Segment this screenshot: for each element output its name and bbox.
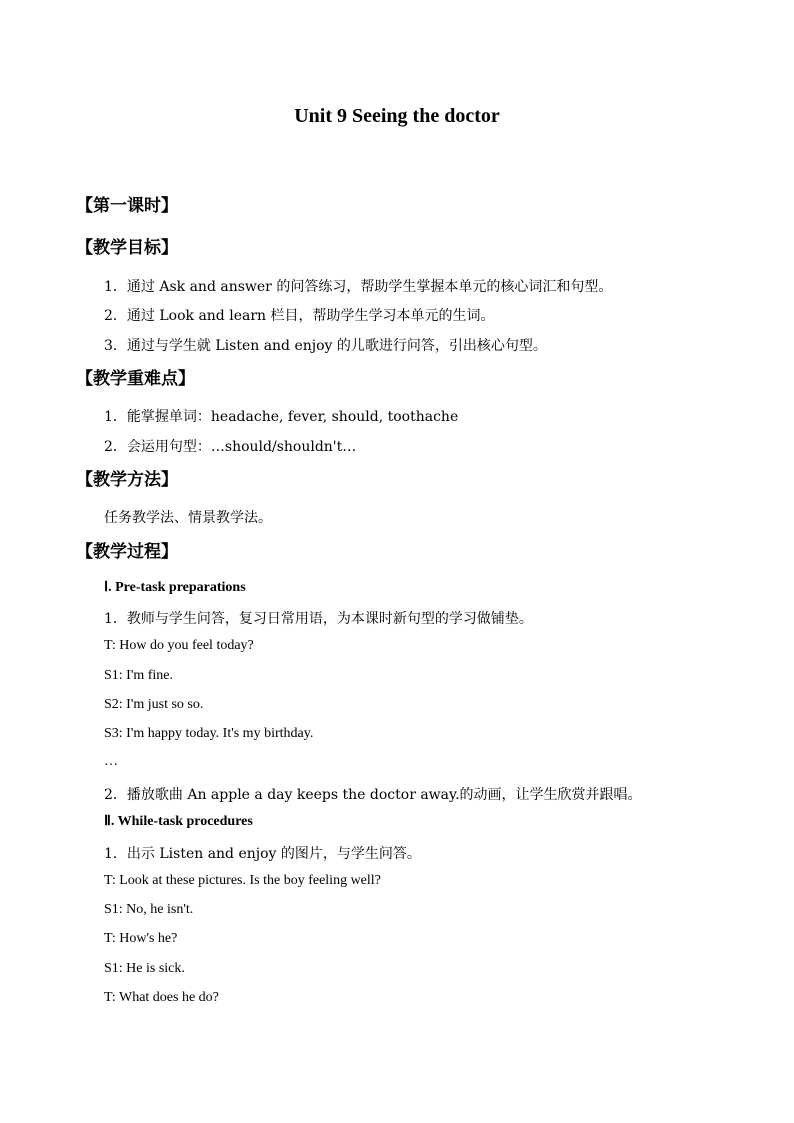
part2-title: Ⅱ. While-task procedures	[104, 814, 253, 829]
dialogue-line: S1: I'm fine.	[104, 668, 174, 683]
part1-step1: 1．教师与学生问答，复习日常用语，为本课时新句型的学习做铺垫。	[104, 611, 533, 627]
dialogue-ellipsis: …	[104, 754, 118, 769]
part2-step1: 1．出示 Listen and enjoy 的图片，与学生问答。	[104, 846, 421, 862]
objective-item-1: 1．通过 Ask and answer 的问答练习，帮助学生掌握本单元的核心词汇和句型。	[104, 279, 613, 295]
dialogue-line: S1: No, he isn't.	[104, 902, 194, 917]
methods-heading: 【教学方法】	[76, 470, 178, 490]
dialogue-line: S3: I'm happy today. It's my birthday.	[104, 726, 314, 741]
lesson-heading: 【第一课时】	[76, 196, 178, 216]
dialogue-line: S2: I'm just so so.	[104, 697, 204, 712]
objective-item-2: 2．通过 Look and learn 栏目，帮助学生学习本单元的生词。	[104, 308, 495, 324]
methods-text: 任务教学法、情景教学法。	[104, 510, 272, 526]
dialogue-line: T: How's he?	[104, 931, 178, 946]
key-point-item-1: 1．能掌握单词：headache, fever, should, toothache	[104, 409, 459, 425]
dialogue-line: S1: He is sick.	[104, 961, 185, 976]
dialogue-line: T: Look at these pictures. Is the boy feeling well?	[104, 873, 381, 888]
key-points-heading: 【教学重难点】	[76, 369, 195, 389]
dialogue-line: T: What does he do?	[104, 990, 219, 1005]
objective-item-3: 3．通过与学生就 Listen and enjoy 的儿歌进行问答，引出核心句型。	[104, 338, 547, 354]
dialogue-line: T: How do you feel today?	[104, 638, 254, 653]
part1-step2: 2．播放歌曲 An apple a day keeps the doctor away.的动画，让学生欣赏并跟唱。	[104, 787, 642, 803]
key-point-item-2: 2．会运用句型：…should/shouldn't…	[104, 439, 357, 455]
process-heading: 【教学过程】	[76, 542, 178, 562]
document-title: Unit 9 Seeing the doctor	[294, 105, 500, 127]
part1-title: Ⅰ. Pre-task preparations	[104, 580, 246, 595]
objectives-heading: 【教学目标】	[76, 238, 178, 258]
